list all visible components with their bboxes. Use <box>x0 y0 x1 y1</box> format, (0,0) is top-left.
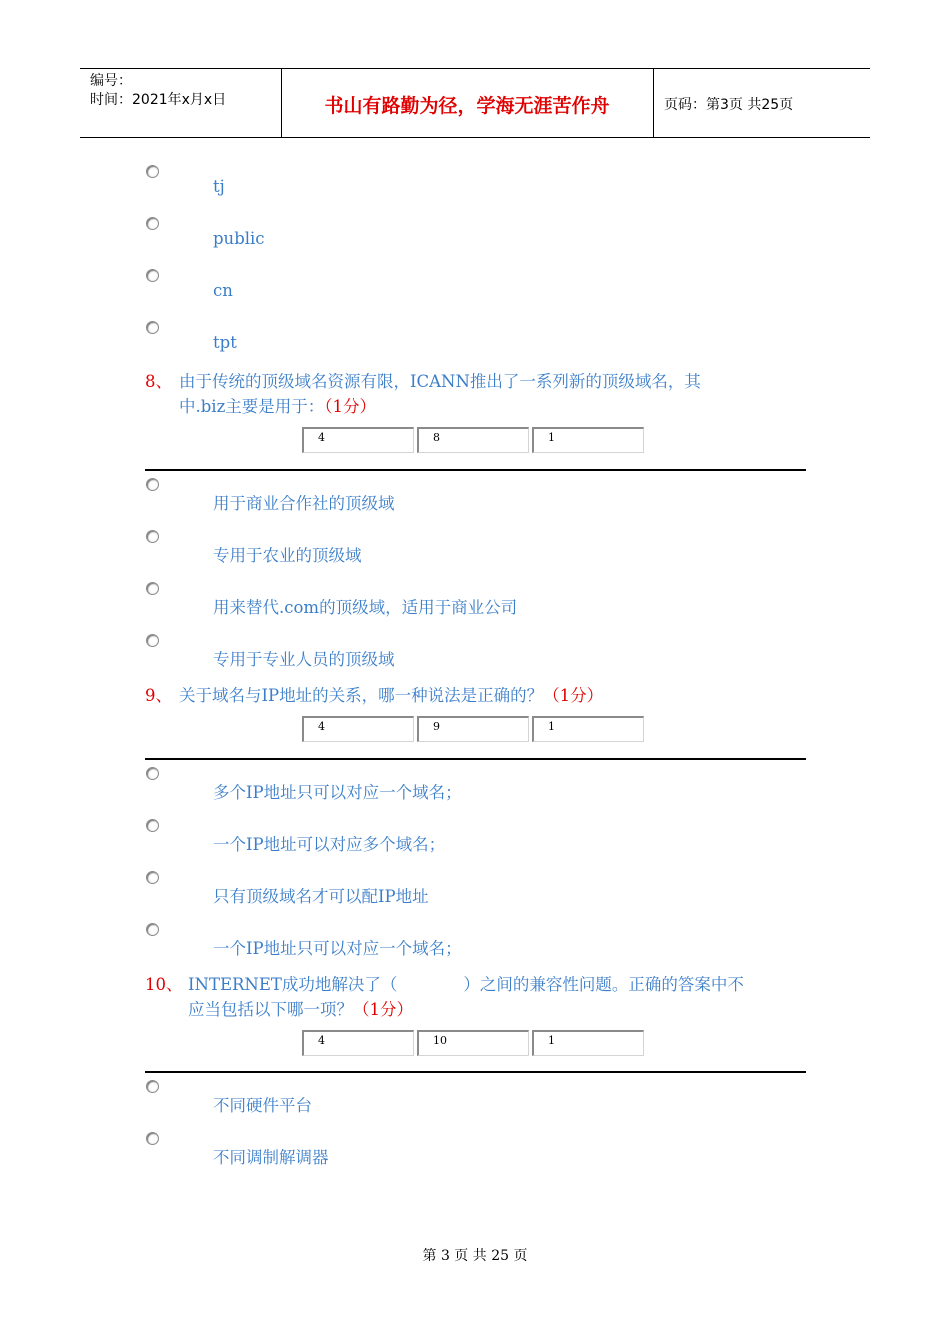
question-10 <box>145 972 805 1022</box>
question-points: （1分） <box>353 1000 413 1019</box>
question-text: 由于传统的顶级域名资源有限，ICANN推出了一系列新的顶级域名，其 <box>179 372 701 391</box>
radio-button[interactable] <box>146 1080 159 1093</box>
meta-field[interactable]: 4 <box>302 1030 414 1056</box>
option-label: 不同硬件平台 <box>213 1096 312 1115</box>
option-label: 用来替代.com的顶级域，适用于商业公司 <box>213 598 518 617</box>
page-footer: 第 3 页 共 25 页 <box>422 1248 528 1264</box>
page-info: 页码：第3页 共25页 <box>664 97 794 113</box>
question-text-line2: 应当包括以下哪一项？ <box>188 1000 353 1019</box>
radio-button[interactable] <box>146 871 159 884</box>
meta-field[interactable]: 10 <box>417 1030 529 1056</box>
radio-button[interactable] <box>146 478 159 491</box>
question-number: 8、 <box>145 372 172 391</box>
option-label: 只有顶级域名才可以配IP地址 <box>213 887 429 906</box>
question-text-cont <box>188 997 413 1022</box>
divider <box>145 469 806 471</box>
divider <box>145 1071 806 1073</box>
date-label: 时间：2021年x月x日 <box>90 92 227 108</box>
motto: 书山有路勤为径，学海无涯苦作舟 <box>324 95 610 117</box>
question-text: 关于域名与IP地址的关系，哪一种说法是正确的？ <box>179 686 544 705</box>
meta-field[interactable]: 1 <box>532 716 644 742</box>
meta-field[interactable]: 4 <box>302 427 414 453</box>
option-label: 用于商业合作社的顶级域 <box>213 494 395 513</box>
meta-field[interactable]: 1 <box>532 1030 644 1056</box>
header-divider <box>653 69 654 137</box>
meta-field[interactable]: 4 <box>302 716 414 742</box>
radio-button[interactable] <box>146 1132 159 1145</box>
question-text-line2: 中.biz主要是用于： <box>179 397 325 416</box>
radio-button[interactable] <box>146 217 159 230</box>
option-label: cn <box>213 281 233 300</box>
divider <box>145 758 806 760</box>
page-header <box>80 68 870 138</box>
question-points: （1分） <box>324 397 377 416</box>
question-points: （1分） <box>543 686 604 705</box>
option-label: 专用于农业的顶级域 <box>213 546 362 565</box>
question-8 <box>145 369 805 419</box>
meta-field[interactable]: 8 <box>417 427 529 453</box>
question-9 <box>145 683 805 708</box>
question-text-cont <box>179 394 376 419</box>
radio-button[interactable] <box>146 530 159 543</box>
option-label: 多个IP地址只可以对应一个域名； <box>213 783 462 802</box>
number-label: 编号： <box>90 73 132 89</box>
question-text-cont <box>179 683 603 708</box>
option-label: tpt <box>213 333 237 352</box>
option-label: 专用于专业人员的顶级域 <box>213 650 395 669</box>
radio-button[interactable] <box>146 767 159 780</box>
header-meta <box>90 72 226 110</box>
option-label: 一个IP地址只可以对应一个域名； <box>213 939 462 958</box>
option-label: 一个IP地址可以对应多个域名； <box>213 835 446 854</box>
radio-button[interactable] <box>146 269 159 282</box>
option-label: 不同调制解调器 <box>213 1148 329 1167</box>
meta-field[interactable]: 1 <box>532 427 644 453</box>
question-number: 10、 <box>145 975 183 994</box>
radio-button[interactable] <box>146 582 159 595</box>
radio-button[interactable] <box>146 165 159 178</box>
radio-button[interactable] <box>146 923 159 936</box>
option-label: public <box>213 229 265 248</box>
question-number: 9、 <box>145 686 172 705</box>
radio-button[interactable] <box>146 819 159 832</box>
radio-button[interactable] <box>146 321 159 334</box>
question-text: INTERNET成功地解决了（ ）之间的兼容性问题。正确的答案中不 <box>188 975 744 994</box>
meta-field[interactable]: 9 <box>417 716 529 742</box>
radio-button[interactable] <box>146 634 159 647</box>
option-label: tj <box>213 177 225 196</box>
